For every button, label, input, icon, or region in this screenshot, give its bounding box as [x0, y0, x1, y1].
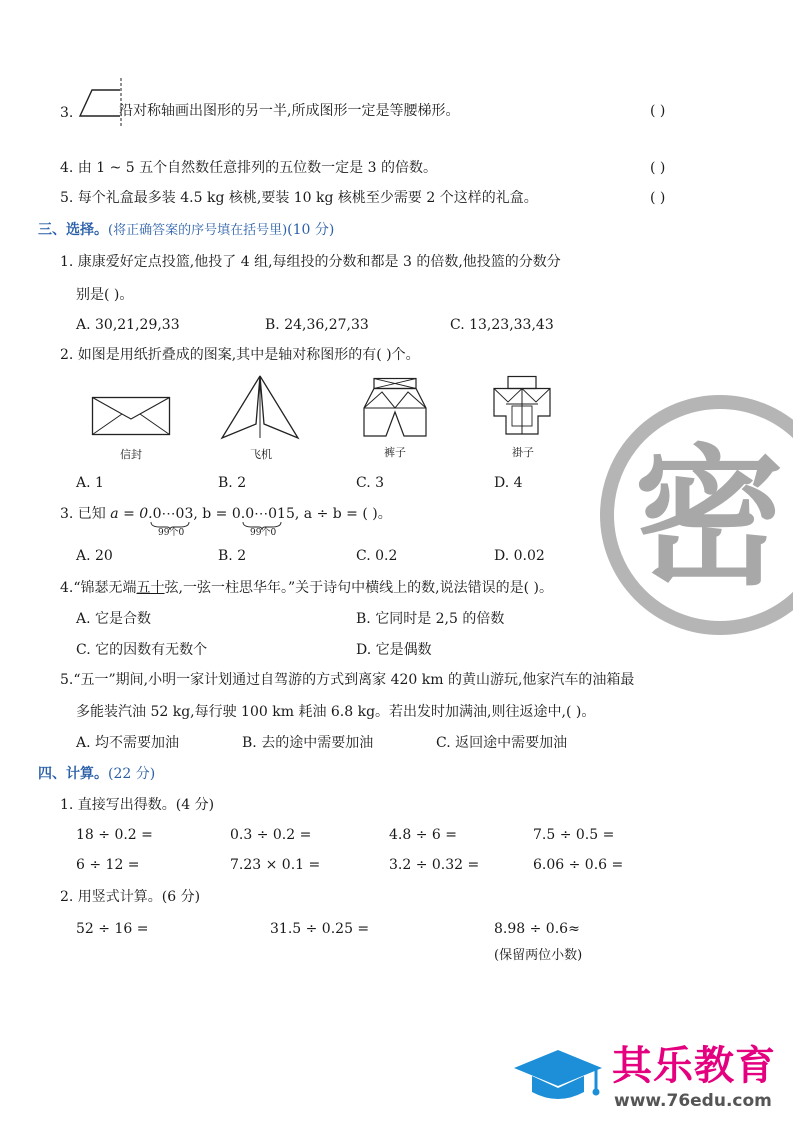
calc-q1-r1c3: 4.8 ÷ 6 =	[389, 827, 457, 843]
choice-q3-a-end: 03	[175, 506, 194, 522]
choice-q5-line2: 多能装汽油 52 kg,每行驶 100 km 耗油 6.8 kg。若出发时加满油,则往返途中,( )。	[76, 704, 596, 720]
calc-q2-item2: 31.5 ÷ 0.25 =	[270, 921, 370, 937]
brace-b-label: 99个0	[250, 528, 277, 538]
choice-q3-b-zeros: 0⋯	[245, 506, 269, 522]
trapezoid-half-figure	[76, 78, 116, 128]
section3-note: (将正确答案的序号填在括号里)	[108, 223, 288, 238]
choice-q3-b-part: , b = 0.	[193, 506, 246, 522]
choice-q3-b-end: 015	[268, 506, 295, 522]
choice-q1-line1: 1. 康康爱好定点投篮,他投了 4 组,每组投的分数和都是 3 的倍数,他投篮的分数分	[60, 254, 561, 270]
choice-q5-line1: 5.“五一”期间,小明一家计划通过自驾游的方式到离家 420 km 的黄山游玩,他家汽车的油箱最	[60, 672, 635, 688]
choice-q1-option-a[interactable]: A. 30,21,29,33	[76, 317, 180, 333]
choice-q3-prefix: 3. 已知	[60, 506, 106, 522]
calc-q2-item3: 8.98 ÷ 0.6≈	[494, 921, 580, 937]
calc-q2-title: 2. 用竖式计算。(6 分)	[60, 889, 201, 905]
choice-q2-text: 2. 如图是用纸折叠成的图案,其中是轴对称图形的有( )个。	[60, 347, 420, 363]
choice-q4-option-c[interactable]: C. 它的因数有无数个	[76, 642, 208, 658]
calc-q1-r2c1: 6 ÷ 12 =	[76, 857, 140, 873]
stamp-char: 密	[634, 432, 785, 606]
section4-heading	[38, 765, 155, 783]
choice-q3-tail: , a ÷ b = ( )。	[294, 506, 392, 522]
choice-q1-option-b[interactable]: B. 24,36,27,33	[265, 317, 369, 333]
choice-q4-text-b: 弦,一弦一柱思华年。”关于诗句中横线上的数,说法错误的是( )。	[164, 580, 553, 596]
choice-q5-option-b[interactable]: B. 去的途中需要加油	[242, 735, 374, 751]
jacket-figure	[492, 376, 552, 438]
choice-q2-option-d[interactable]: D. 4	[494, 475, 523, 491]
calc-q1-r2c4: 6.06 ÷ 0.6 =	[533, 857, 624, 873]
caption-jacket: 褂子	[512, 446, 534, 459]
choice-q3-text	[60, 505, 392, 523]
confidential-stamp	[600, 395, 793, 635]
choice-q3-a-zeros: 0⋯	[152, 506, 176, 522]
choice-q3-option-a[interactable]: A. 20	[76, 548, 113, 564]
pants-figure	[362, 378, 428, 440]
choice-q4-option-b[interactable]: B. 它同时是 2,5 的倍数	[356, 611, 505, 627]
choice-q2-option-c[interactable]: C. 3	[356, 475, 385, 491]
envelope-figure	[92, 397, 172, 437]
choice-q1-option-c[interactable]: C. 13,23,33,43	[450, 317, 554, 333]
choice-q3-option-d[interactable]: D. 0.02	[494, 548, 545, 564]
caption-envelope: 信封	[120, 448, 142, 461]
judge-q3-answer-paren[interactable]: ( )	[650, 103, 666, 119]
choice-q3-option-b[interactable]: B. 2	[218, 548, 247, 564]
section3-heading	[38, 221, 334, 240]
choice-q5-option-a[interactable]: A. 均不需要加油	[76, 735, 180, 751]
judge-q5-text: 5. 每个礼盒最多装 4.5 kg 核桃,要装 10 kg 核桃至少需要 2 个这样的礼盒。	[60, 190, 538, 206]
choice-q5-option-c[interactable]: C. 返回途中需要加油	[436, 735, 568, 751]
judge-q4-text: 4. 由 1 ~ 5 五个自然数任意排列的五位数一定是 3 的倍数。	[60, 160, 437, 176]
calc-q1-r1c2: 0.3 ÷ 0.2 =	[230, 827, 312, 843]
judge-q4-answer-paren[interactable]: ( )	[650, 160, 666, 176]
choice-q4-text-a: 4.“锦瑟无端	[60, 580, 137, 596]
calc-q2-note: (保留两位小数)	[494, 948, 583, 963]
calc-q1-title: 1. 直接写出得数。(4 分)	[60, 797, 215, 813]
brand-url: www.76edu.com	[614, 1091, 772, 1111]
choice-q2-option-a[interactable]: A. 1	[76, 475, 104, 491]
brand-name: 其乐教育	[612, 1043, 776, 1089]
section3-points: (10 分)	[287, 222, 335, 238]
choice-q4-text	[60, 579, 553, 597]
choice-q3-option-c[interactable]: C. 0.2	[356, 548, 398, 564]
section4-title: 四、计算。	[38, 766, 108, 782]
choice-q1-line2: 别是( )。	[76, 287, 134, 303]
caption-pants: 裤子	[384, 446, 406, 459]
choice-q4-option-a[interactable]: A. 它是合数	[76, 611, 152, 627]
paper-plane-figure	[220, 376, 300, 442]
section3-title: 三、选择。	[38, 222, 108, 238]
calc-q1-r1c1: 18 ÷ 0.2 =	[76, 827, 153, 843]
choice-q4-underlined: 五十	[136, 580, 165, 596]
graduation-cap-icon	[512, 1048, 604, 1108]
judge-q5-answer-paren[interactable]: ( )	[650, 190, 666, 206]
choice-q2-option-b[interactable]: B. 2	[218, 475, 247, 491]
caption-plane: 飞机	[250, 448, 272, 461]
section4-points: (22 分)	[108, 766, 156, 782]
brace-a-label: 99个0	[158, 528, 185, 538]
choice-q4-option-d[interactable]: D. 它是偶数	[356, 642, 432, 658]
calc-q1-r2c3: 3.2 ÷ 0.32 =	[389, 857, 480, 873]
calc-q1-r2c2: 7.23 × 0.1 =	[230, 857, 321, 873]
calc-q2-item1: 52 ÷ 16 =	[76, 921, 149, 937]
judge-q3-text: 沿对称轴画出图形的另一半,所成图形一定是等腰梯形。	[119, 103, 460, 119]
choice-q3-a-part: a = 0.	[110, 506, 153, 522]
calc-q1-r1c4: 7.5 ÷ 0.5 =	[533, 827, 615, 843]
judge-q3-number: 3.	[60, 105, 74, 121]
